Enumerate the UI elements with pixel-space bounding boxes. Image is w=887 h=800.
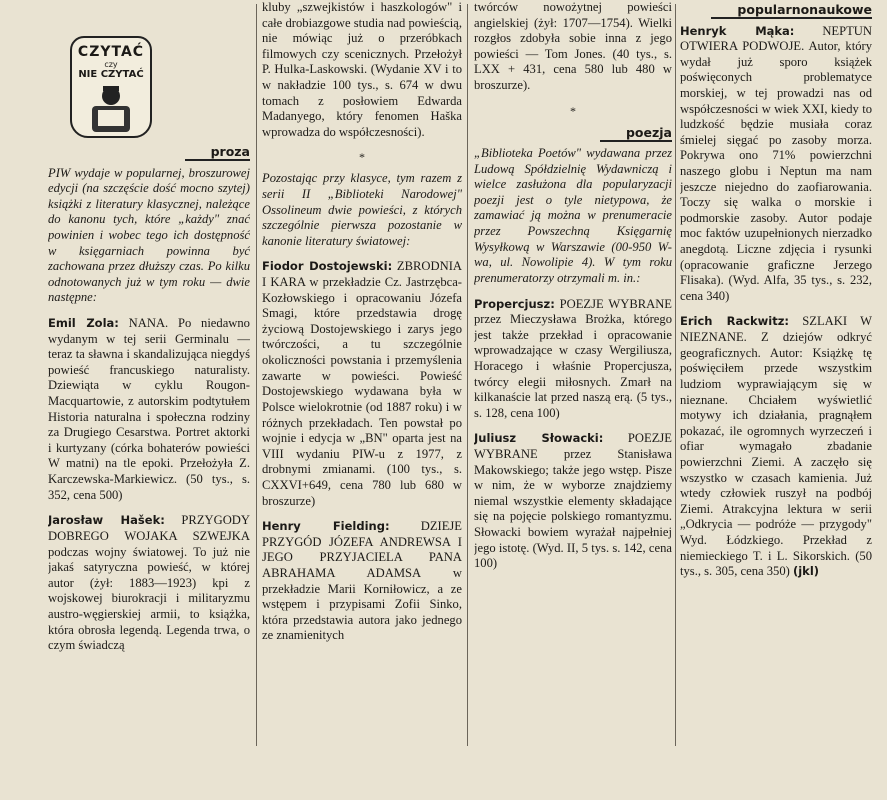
entry-author: Fiodor Dostojewski:: [262, 259, 393, 274]
entry-text: ZBRODNIA I KARA w przekładzie Cz. Jastrzębca-Kozłowskiego i opracowaniu Józefa Smagi, które przedstawia drogę życiową Dostojewskiego i zarys jego twórczości, a tu szczególnie okoliczności powstania i przemyślenia zawarte w powieści. Powieść Dostojewskiego wydawana była w Polsce wielokrotnie (od 1887 roku) i w różnych przekładach. Ten powstał po wojnie i edycja w „BN" oparta jest na VIII wydaniu PIW-u z 1977, z drobnymi zmianami. (100 tys., s. CXXVI+649, cena 780 lub 680 w broszurze): [262, 259, 462, 508]
book-entry-zola: [48, 316, 250, 503]
czytac-logo: [70, 36, 152, 138]
entry-text: PRZYGODY DOBREGO WOJAKA SZWEJKA podczas wojny światowej. To już nie jakaś satyryczna powieść, w której autor (żył: 1883—1923) kpi z wojskowej biurokracji i militaryzmu austro-węgierskiej armii, to książka, która obrosła legendą. Legenda trwa, o czym świadczą: [48, 513, 250, 653]
proza-intro: PIW wydaje w popularnej, broszurowej edycji (na szczęście dość mocno szytej) książki z literatury klasycznej, należące do kanonu tych, które „każdy" znać powinien i wobec tego ich dostępność w księgarniach powinna być zachowana przez dłuższy czas. Po kilku odnotowanych już w tym roku — dwie następne:: [48, 165, 250, 305]
book-entry-dostojewski: [262, 259, 462, 509]
book-entry-hasek: [48, 513, 250, 653]
signature: (jkl): [792, 564, 820, 579]
entry-author: Henry Fielding:: [262, 519, 390, 534]
entry-author: Emil Zola:: [48, 315, 119, 330]
section-heading-popularnonaukowe: popularnonaukowe: [680, 2, 872, 18]
section-heading-proza: proza: [48, 144, 250, 160]
book-entry-rackwitz: [680, 314, 872, 579]
entry-author: Juliusz Słowacki:: [474, 431, 604, 446]
entry-text: DZIEJE PRZYGÓD JÓZEFA ANDREWSA I JEGO PRZYJACIELA PANA ABRAHAMA ADAMSA w przekładzie Marii Korniłowicz, a ze wstępem i przypisami Zofii Sinko, która przedstawia autora jako jednego ze znamienitych: [262, 519, 462, 643]
column-2: [262, 0, 462, 800]
book-entry-maka: [680, 24, 872, 305]
entry-author: Propercjusz:: [474, 296, 555, 311]
logo-line-2: czy: [104, 60, 118, 69]
poezja-intro: „Biblioteka Poetów" wydawana przez Ludową Spółdzielnię Wydawniczą i wielce zasłużona dla popularyzacji poezji jest o tyle nietypowa, że zamawiać ją można w prenumeracie przez Powszechną Księgarnię Wysyłkową w Warszawie (00-950 W-wa, ul. Nowolipie 4). W tym roku prenumeratorzy otrzymali m. in.:: [474, 146, 672, 285]
entry-author: Henryk Mąka:: [680, 23, 795, 38]
column-4: [680, 0, 872, 800]
book-entry-slowacki: [474, 431, 672, 571]
entry-author: Erich Rackwitz:: [680, 314, 790, 329]
column-divider: [467, 4, 468, 746]
column-divider: [256, 4, 257, 746]
separator-star: *: [570, 103, 576, 118]
column-divider: [675, 4, 676, 746]
fielding-continuation: twórców nowożytnej powieści angielskiej (żył: 1707—1754). Wielki rozgłos zdobyła sobie inna z jego powieści — Tom Jones. (40 tys., s. LXX + 431, cena 580 lub 480 w broszurze).: [474, 0, 672, 93]
reader-figure-icon: [82, 82, 140, 134]
entry-text: NANA. Po niedawno wydanym w tej serii Germinalu — teraz ta sławna i skandalizująca niegdyś powieść francuskiego naturalisty. Dziewiąta w cyklu Rougon-Macquartowie, z autorskim podtytułem Historia naturalna i społeczna rodziny za Drugiego Cesarstwa. Portret aktorki i kurtyzany (córka bohaterów powieści W matni) na tle epoki. Przełożyła Z. Karczewska-Markiewicz. (50 tys., s. 352, cena 500): [48, 315, 250, 502]
logo-line-3: NIE CZYTAĆ: [78, 69, 144, 80]
separator-star: *: [359, 150, 365, 165]
column-1: [48, 0, 250, 800]
entry-text: SZLAKI W NIEZNANE. Z dziejów odkryć geograficznych. Autor: Książkę tę poświęciłem przede wszystkim ludziom wyprawiającym się w nieznane. Chciałem wyświetlić motywy ich działania, pragnąłem pokazać, ile ogromnych wyrzeczeń i ofiar wymagało zbadanie powierzchni Ziemi. A zaczęło się wszystko w czasach kamienia. Już wtedy człowiek ruszył na podbój Ziemi. Atrakcyjna lektura w serii „Odkrycia — podróże — przygody" Wyd. Łódzkiego. Przekład z niemieckiego T. i L. Sikorskich. (50 tys., s. 305, cena 350): [680, 314, 872, 579]
book-entry-fielding: [262, 519, 462, 644]
entry-text: NEPTUN OTWIERA PODWOJE. Autor, który wydał już sporo książek poświęconych problematyce morskiej, w tej prowadzi nas od współczesności w wiek XXI, kiedy to ludzkość będzie musiała coraz śmielej sięgać po zasoby morza. Pokrywa ono 71% powierzchni naszego globu i Neptun ma nam jeszcze niejedno do zaofiarowania. Toczy się walka o morskie i podmorskie zasoby. Autor podaje moc faktów uzupełnionych nierzadko anegdotą. Liczne zdjęcia i rysunki (opracowanie graficzne Jerzego Flisaka). (Wyd. Alfa, 35 tys., s. 232, cena 340): [680, 23, 872, 303]
hasek-continuation: kluby „szwejkistów i haszkologów" i całe drobiazgowe studia nad powieścią, nie mówiąc już o przeróbkach filmowych czy scenicznych. Przełożył P. Hulka-Laskowski. (Wydanie XV i to w nakładzie 100 tys., s. 674 w dwu tomach z posłowiem Edwarda Madanyego, który fenomen Haška wprowadza do współczesności).: [262, 0, 462, 139]
logo-line-1: CZYTAĆ: [77, 44, 145, 60]
classics-intro: Pozostając przy klasyce, tym razem z serii II „Biblioteki Narodowej" Ossolineum dwie powieści, z których szczególnie pierwsza pozostanie w kanonie literatury światowej:: [262, 171, 462, 248]
entry-text: POEZJE WYBRANE przez Mieczysława Brożka, którego jest także przekład i opracowanie wprowadzające w czasy Wergiliusza, Horacego i właśnie Propercjusza, twórcy elegii miłosnych. Zmarł na kilkanaście lat przed naszą erą. (5 tys., s. 128, cena 100): [474, 296, 672, 420]
column-3: [474, 0, 672, 800]
book-entry-propercjusz: [474, 297, 672, 422]
section-heading-poezja: poezja: [474, 125, 672, 141]
entry-text: POEZJE WYBRANE przez Stanisława Makowskiego; także jego wstęp. Pisze w nim, że w wyborze znajdziemy niemal wszystkie elementy składające się na pojęcie polskiego romantyzmu. Słowacki bowiem wyrażał najpełniej jego istotę. (Wyd. II, 5 tys. s. 142, cena 100): [474, 431, 672, 571]
entry-author: Jarosław Hašek:: [48, 513, 165, 528]
